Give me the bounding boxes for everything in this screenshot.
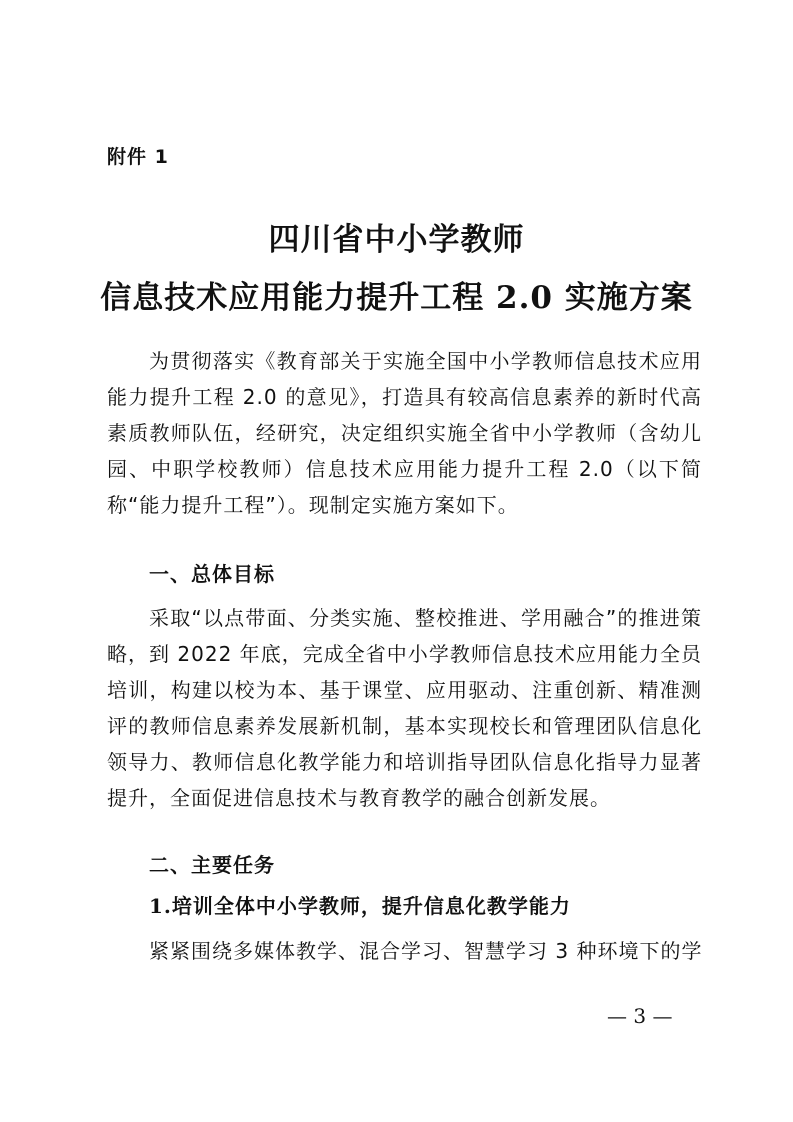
train-teachers-paragraph: 紧紧围绕多媒体教学、混合学习、智慧学习 3 种环境下的学 bbox=[149, 939, 703, 963]
section-heading-main-tasks: 二、主要任务 bbox=[149, 853, 275, 877]
document-title-line-2: 信息技术应用能力提升工程 2.0 实施方案 bbox=[100, 280, 693, 316]
attachment-label: 附件 1 bbox=[107, 146, 169, 168]
overall-goal-paragraph: 采取“以点带面、分类实施、整校推进、学用融合”的推进策略，到 2022 年底，完成全省中小学教师信息技术应用能力全员培训，构建以校为本、基于课堂、应用驱动、注重创新、精准测评的教师信息素养发展新机制，基本实现校长和管理团队信息化领导力、教师信息化教学能力和培训指导团队信息化指导力显著提升，全面促进信息技术与教育教学的融合创新发展。 bbox=[107, 606, 702, 810]
section-heading-overall-goal: 一、总体目标 bbox=[149, 562, 275, 586]
document-title-line-1: 四川省中小学教师 bbox=[268, 222, 525, 258]
subsection-heading-train-teachers: 1.培训全体中小学教师，提升信息化教学能力 bbox=[149, 894, 571, 918]
intro-paragraph: 为贯彻落实《教育部关于实施全国中小学教师信息技术应用能力提升工程 2.0 的意见》，打造具有较高信息素养的新时代高素质教师队伍，经研究，决定组织实施全省中小学教师（含幼儿园、中职学校教师）信息技术应用能力提升工程 2.0（以下简称“能力提升工程”）。现制定实施方案如下。 bbox=[107, 349, 702, 517]
page-number: — 3 — bbox=[607, 1004, 673, 1028]
